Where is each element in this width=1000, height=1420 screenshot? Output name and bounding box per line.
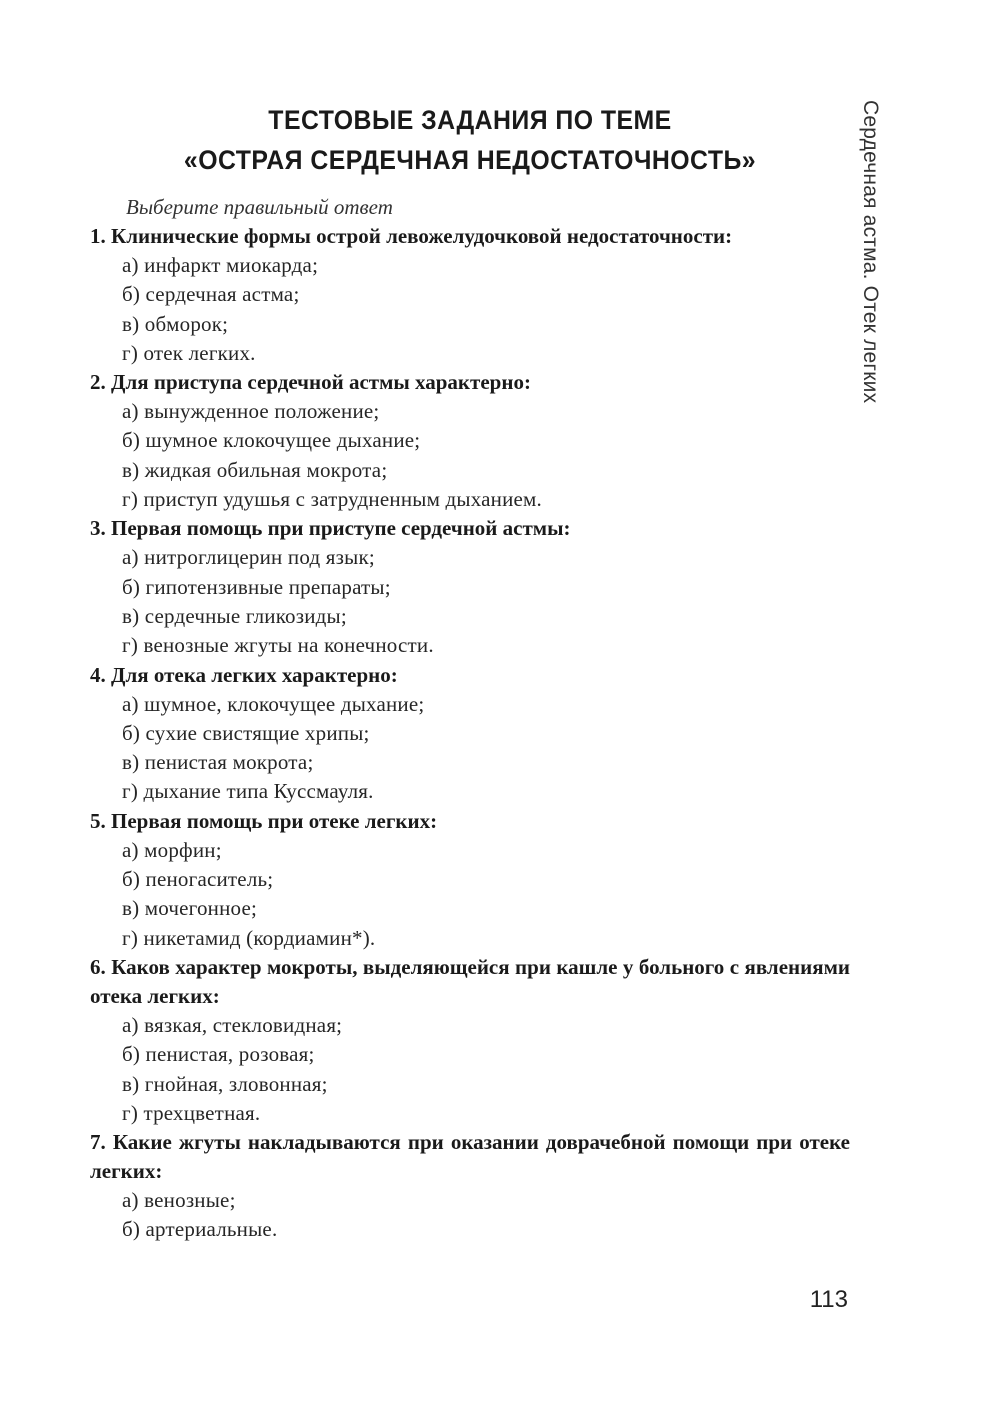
question-text: 2. Для приступа сердечной астмы характерно: [90,370,531,395]
instruction: Выберите правильный ответ [126,195,393,219]
answer-option: г) отек легких. [122,340,256,365]
answer-options [90,1011,850,1128]
answer-option: б) шумное клокочущее дыхание; [122,428,421,453]
question-text: 1. Клинические формы острой левожелудочковой недостаточности: [90,224,733,248]
answer-option: в) обморок; [122,311,229,336]
answer-option: в) пенистая мокрота; [122,750,314,775]
answer-option: б) пенистая, розовая; [122,1042,315,1067]
title-line-2: «ОСТРАЯ СЕРДЕЧНАЯ НЕДОСТАТОЧНОСТЬ» [183,145,757,175]
answer-option: а) вынужденное положение; [122,399,380,424]
answer-option: г) венозные жгуты на конечности. [122,633,434,658]
answer-option: в) мочегонное; [122,896,258,921]
answer-options [90,251,850,368]
answer-option: б) гипотензивные препараты; [122,574,391,599]
answer-options [90,543,850,660]
question-text: 7. Какие жгуты накладываются при оказании доврачебной помощи при отеке легких: [90,1130,850,1184]
question-3 [90,514,850,660]
answer-option: б) артериальные. [122,1217,278,1242]
page-number: 113 [809,1286,848,1313]
answer-option: а) вязкая, стекловидная; [122,1012,343,1037]
question-1 [90,222,850,368]
answer-option: б) пеногаситель; [122,867,274,892]
test-content [90,192,850,1245]
question-text: 5. Первая помощь при отеке легких: [90,808,438,833]
question-text: 6. Каков характер мокроты, выделяющейся при кашле у больного с явлениями отека легких: [90,954,850,1008]
answer-option: а) шумное, клокочущее дыхание; [122,691,425,716]
page-title [120,100,819,180]
question-text: 4. Для отека легких характерно: [90,662,398,687]
answer-options [90,1186,850,1245]
answer-option: б) сердечная астма; [122,282,300,307]
answer-options [90,690,850,807]
answer-option: а) инфаркт миокарда; [122,253,319,277]
question-7 [90,1128,850,1245]
question-4 [90,661,850,807]
answer-option: в) гнойная, зловонная; [122,1071,328,1096]
question-text: 3. Первая помощь при приступе сердечной астмы: [90,516,571,541]
side-chapter-tab-text: Сердечная астма. Отек легких [859,100,882,404]
answer-option: в) сердечные гликозиды; [122,603,347,628]
answer-options [90,397,850,514]
answer-option: в) жидкая обильная мокрота; [122,457,388,482]
answer-option: б) сухие свистящие хрипы; [122,720,370,745]
answer-option: г) дыхание типа Куссмауля. [122,779,374,804]
question-2 [90,368,850,514]
answer-option: г) никетамид (кордиамин*). [122,925,376,950]
title-line-1: ТЕСТОВЫЕ ЗАДАНИЯ ПО ТЕМЕ [268,105,672,135]
answer-option: а) венозные; [122,1188,236,1213]
answer-option: г) трехцветная. [122,1100,261,1125]
answer-option: а) морфин; [122,837,222,862]
answer-options [90,836,850,953]
question-5 [90,807,850,953]
answer-option: а) нитроглицерин под язык; [122,545,375,570]
answer-option: г) приступ удушья с затрудненным дыханием. [122,487,542,512]
question-6 [90,953,850,1128]
